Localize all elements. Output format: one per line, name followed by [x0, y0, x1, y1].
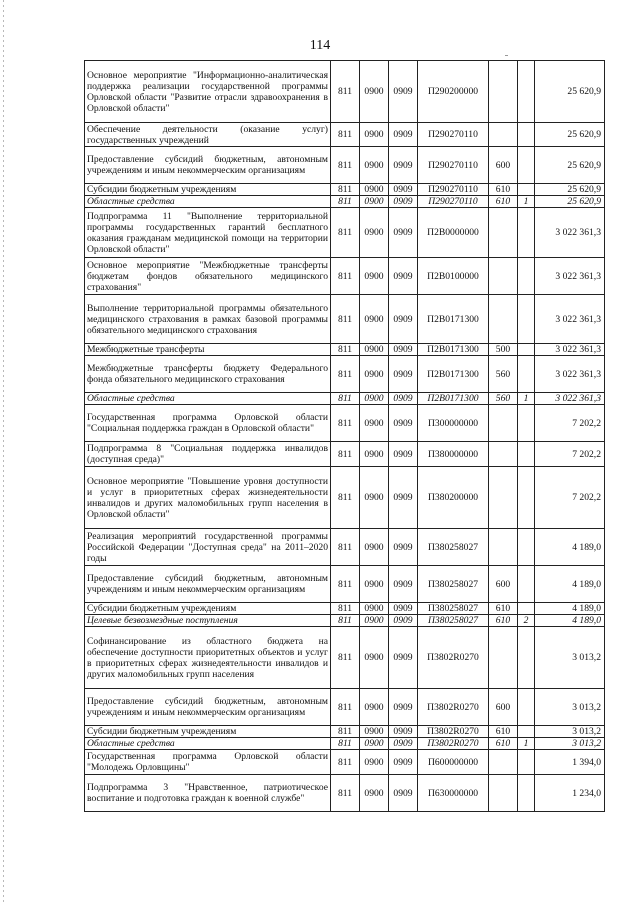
- target-article-code: П290270110: [418, 123, 489, 147]
- expense-type-code: 610: [489, 615, 518, 627]
- funding-source-code: [518, 467, 535, 529]
- subsection-code: 0909: [389, 208, 418, 258]
- target-article-code: П630000000: [418, 775, 489, 812]
- expense-type-code: [489, 405, 518, 442]
- funding-source-code: 2: [518, 615, 535, 627]
- ministry-code: 811: [331, 344, 360, 356]
- section-code: 0900: [360, 344, 389, 356]
- ministry-code: 811: [331, 750, 360, 775]
- table-row: [85, 529, 605, 566]
- table-row: [85, 196, 605, 208]
- row-description: Целевые безвозмездные поступления: [85, 615, 331, 627]
- section-code: 0900: [360, 775, 389, 812]
- expense-type-code: [489, 61, 518, 123]
- row-description: Областные средства: [85, 738, 331, 750]
- target-article-code: П290270110: [418, 184, 489, 196]
- row-description: Основное мероприятие "Межбюджетные трансферты бюджетам фондов обязательного медицинского страхования": [85, 258, 331, 295]
- table-row: [85, 615, 605, 627]
- amount: 3 013,2: [535, 627, 605, 689]
- expense-type-code: [489, 750, 518, 775]
- table-row: [85, 750, 605, 775]
- target-article-code: П380000000: [418, 442, 489, 467]
- ministry-code: 811: [331, 529, 360, 566]
- amount: 3 022 361,3: [535, 295, 605, 344]
- section-code: 0900: [360, 627, 389, 689]
- row-description: Областные средства: [85, 196, 331, 208]
- budget-table-body: [85, 61, 605, 812]
- table-row: [85, 208, 605, 258]
- section-code: 0900: [360, 750, 389, 775]
- section-code: 0900: [360, 123, 389, 147]
- ministry-code: 811: [331, 775, 360, 812]
- subsection-code: 0909: [389, 61, 418, 123]
- subsection-code: 0909: [389, 750, 418, 775]
- table-row: [85, 603, 605, 615]
- amount: 3 022 361,3: [535, 208, 605, 258]
- row-description: Подпрограмма 3 "Нравственное, патриотическое воспитание и подготовка граждан к военной службе": [85, 775, 331, 812]
- funding-source-code: [518, 750, 535, 775]
- target-article-code: П380258027: [418, 603, 489, 615]
- expense-type-code: [489, 627, 518, 689]
- section-code: 0900: [360, 295, 389, 344]
- expense-type-code: [489, 295, 518, 344]
- funding-source-code: [518, 442, 535, 467]
- target-article-code: П2В0171300: [418, 393, 489, 405]
- ministry-code: 811: [331, 208, 360, 258]
- subsection-code: 0909: [389, 147, 418, 184]
- table-row: [85, 689, 605, 726]
- subsection-code: 0909: [389, 566, 418, 603]
- funding-source-code: [518, 689, 535, 726]
- ministry-code: 811: [331, 615, 360, 627]
- ministry-code: 811: [331, 467, 360, 529]
- row-description: Предоставление субсидий бюджетным, автономным учреждениям и иным некоммерческим организациям: [85, 147, 331, 184]
- funding-source-code: [518, 627, 535, 689]
- row-description: Софинансирование из областного бюджета на обеспечение доступности приоритетных объектов и услуг в приоритетных сферах жизнедеятельности инвалидов и других маломобильных групп населения: [85, 627, 331, 689]
- target-article-code: П3802R0270: [418, 738, 489, 750]
- funding-source-code: [518, 295, 535, 344]
- funding-source-code: [518, 356, 535, 393]
- target-article-code: П380258027: [418, 566, 489, 603]
- row-description: Основное мероприятие "Повышение уровня доступности и услуг в приоритетных сферах жизнедеятельности инвалидов и других маломобильных групп населения в Орловской области": [85, 467, 331, 529]
- target-article-code: П2В0171300: [418, 356, 489, 393]
- subsection-code: 0909: [389, 726, 418, 738]
- expense-type-code: 600: [489, 566, 518, 603]
- funding-source-code: [518, 529, 535, 566]
- table-row: [85, 344, 605, 356]
- expense-type-code: 560: [489, 356, 518, 393]
- expense-type-code: [489, 208, 518, 258]
- ministry-code: 811: [331, 566, 360, 603]
- section-code: 0900: [360, 258, 389, 295]
- row-description: Реализация мероприятий государственной программы Российской Федерации "Доступная среда" на 2011–2020 годы: [85, 529, 331, 566]
- target-article-code: П380258027: [418, 529, 489, 566]
- section-code: 0900: [360, 566, 389, 603]
- funding-source-code: [518, 344, 535, 356]
- section-code: 0900: [360, 442, 389, 467]
- subsection-code: 0909: [389, 529, 418, 566]
- ministry-code: 811: [331, 603, 360, 615]
- expense-type-code: 560: [489, 393, 518, 405]
- section-code: 0900: [360, 615, 389, 627]
- subsection-code: 0909: [389, 196, 418, 208]
- row-description: Субсидии бюджетным учреждениям: [85, 603, 331, 615]
- ministry-code: 811: [331, 61, 360, 123]
- scan-speck: [505, 55, 508, 56]
- table-row: [85, 442, 605, 467]
- amount: 25 620,9: [535, 184, 605, 196]
- funding-source-code: 1: [518, 196, 535, 208]
- row-description: Субсидии бюджетным учреждениям: [85, 726, 331, 738]
- target-article-code: П3802R0270: [418, 689, 489, 726]
- expense-type-code: 610: [489, 738, 518, 750]
- amount: 3 013,2: [535, 689, 605, 726]
- ministry-code: 811: [331, 405, 360, 442]
- amount: 7 202,2: [535, 442, 605, 467]
- subsection-code: 0909: [389, 405, 418, 442]
- table-row: [85, 393, 605, 405]
- target-article-code: П380200000: [418, 467, 489, 529]
- row-description: Областные средства: [85, 393, 331, 405]
- section-code: 0900: [360, 529, 389, 566]
- amount: 25 620,9: [535, 123, 605, 147]
- ministry-code: 811: [331, 123, 360, 147]
- expense-type-code: 610: [489, 726, 518, 738]
- target-article-code: П290200000: [418, 61, 489, 123]
- funding-source-code: [518, 775, 535, 812]
- funding-source-code: [518, 258, 535, 295]
- table-row: [85, 738, 605, 750]
- section-code: 0900: [360, 726, 389, 738]
- section-code: 0900: [360, 61, 389, 123]
- funding-source-code: 1: [518, 738, 535, 750]
- row-description: Подпрограмма 8 "Социальная поддержка инвалидов (доступная среда)": [85, 442, 331, 467]
- expense-type-code: [489, 442, 518, 467]
- target-article-code: П380258027: [418, 615, 489, 627]
- section-code: 0900: [360, 147, 389, 184]
- target-article-code: П2В0171300: [418, 344, 489, 356]
- section-code: 0900: [360, 184, 389, 196]
- section-code: 0900: [360, 467, 389, 529]
- row-description: Субсидии бюджетным учреждениям: [85, 184, 331, 196]
- subsection-code: 0909: [389, 627, 418, 689]
- subsection-code: 0909: [389, 775, 418, 812]
- expense-type-code: 610: [489, 184, 518, 196]
- amount: 4 189,0: [535, 529, 605, 566]
- subsection-code: 0909: [389, 258, 418, 295]
- ministry-code: 811: [331, 356, 360, 393]
- expense-type-code: 610: [489, 196, 518, 208]
- subsection-code: 0909: [389, 184, 418, 196]
- funding-source-code: [518, 184, 535, 196]
- row-description: Выполнение территориальной программы обязательного медицинского страхования в рамках базовой программы обязательного медицинского страхования: [85, 295, 331, 344]
- subsection-code: 0909: [389, 295, 418, 344]
- row-description: Государственная программа Орловской области "Социальная поддержка граждан в Орловской области": [85, 405, 331, 442]
- ministry-code: 811: [331, 393, 360, 405]
- subsection-code: 0909: [389, 603, 418, 615]
- subsection-code: 0909: [389, 738, 418, 750]
- expense-type-code: 600: [489, 689, 518, 726]
- expense-type-code: 600: [489, 147, 518, 184]
- subsection-code: 0909: [389, 344, 418, 356]
- subsection-code: 0909: [389, 442, 418, 467]
- budget-table: [84, 60, 605, 812]
- ministry-code: 811: [331, 196, 360, 208]
- table-row: [85, 566, 605, 603]
- subsection-code: 0909: [389, 689, 418, 726]
- table-row: [85, 295, 605, 344]
- ministry-code: 811: [331, 738, 360, 750]
- table-row: [85, 258, 605, 295]
- table-row: [85, 356, 605, 393]
- amount: 1 394,0: [535, 750, 605, 775]
- amount: 3 013,2: [535, 726, 605, 738]
- expense-type-code: [489, 529, 518, 566]
- target-article-code: П2В0000000: [418, 208, 489, 258]
- amount: 3 022 361,3: [535, 356, 605, 393]
- ministry-code: 811: [331, 442, 360, 467]
- table-row: [85, 123, 605, 147]
- target-article-code: П3802R0270: [418, 726, 489, 738]
- target-article-code: П300000000: [418, 405, 489, 442]
- funding-source-code: [518, 61, 535, 123]
- target-article-code: П3802R0270: [418, 627, 489, 689]
- subsection-code: 0909: [389, 615, 418, 627]
- row-description: Предоставление субсидий бюджетным, автономным учреждениям и иным некоммерческим организациям: [85, 689, 331, 726]
- row-description: Государственная программа Орловской области "Молодежь Орловщины": [85, 750, 331, 775]
- table-row: [85, 184, 605, 196]
- expense-type-code: 500: [489, 344, 518, 356]
- target-article-code: П290270110: [418, 147, 489, 184]
- expense-type-code: [489, 258, 518, 295]
- amount: 1 234,0: [535, 775, 605, 812]
- funding-source-code: 1: [518, 393, 535, 405]
- section-code: 0900: [360, 196, 389, 208]
- funding-source-code: [518, 566, 535, 603]
- funding-source-code: [518, 603, 535, 615]
- funding-source-code: [518, 726, 535, 738]
- amount: 4 189,0: [535, 603, 605, 615]
- row-description: Предоставление субсидий бюджетным, автономным учреждениям и иным некоммерческим организациям: [85, 566, 331, 603]
- subsection-code: 0909: [389, 393, 418, 405]
- funding-source-code: [518, 123, 535, 147]
- amount: 7 202,2: [535, 467, 605, 529]
- section-code: 0900: [360, 738, 389, 750]
- table-row: [85, 61, 605, 123]
- table-row: [85, 775, 605, 812]
- table-row: [85, 726, 605, 738]
- amount: 7 202,2: [535, 405, 605, 442]
- ministry-code: 811: [331, 295, 360, 344]
- row-description: Обеспечение деятельности (оказание услуг) государственных учреждений: [85, 123, 331, 147]
- subsection-code: 0909: [389, 467, 418, 529]
- ministry-code: 811: [331, 184, 360, 196]
- funding-source-code: [518, 208, 535, 258]
- funding-source-code: [518, 405, 535, 442]
- amount: 25 620,9: [535, 147, 605, 184]
- amount: 3 022 361,3: [535, 258, 605, 295]
- row-description: Основное мероприятие "Информационно-аналитическая поддержка реализации государственной программы Орловской области "Развитие отрасли здравоохранения в Орловской области": [85, 61, 331, 123]
- ministry-code: 811: [331, 726, 360, 738]
- row-description: Подпрограмма 11 "Выполнение территориальной программы государственных гарантий бесплатного оказания гражданам медицинской помощи на территории Орловской области": [85, 208, 331, 258]
- row-description: Межбюджетные трансферты: [85, 344, 331, 356]
- table-row: [85, 627, 605, 689]
- table-row: [85, 467, 605, 529]
- section-code: 0900: [360, 393, 389, 405]
- section-code: 0900: [360, 689, 389, 726]
- scan-edge-marks: [3, 0, 4, 905]
- target-article-code: П600000000: [418, 750, 489, 775]
- table-row: [85, 147, 605, 184]
- target-article-code: П290270110: [418, 196, 489, 208]
- target-article-code: П2В0171300: [418, 295, 489, 344]
- amount: 3 022 361,3: [535, 344, 605, 356]
- amount: 4 189,0: [535, 615, 605, 627]
- target-article-code: П2В0100000: [418, 258, 489, 295]
- expense-type-code: [489, 123, 518, 147]
- section-code: 0900: [360, 208, 389, 258]
- section-code: 0900: [360, 603, 389, 615]
- subsection-code: 0909: [389, 123, 418, 147]
- expense-type-code: 610: [489, 603, 518, 615]
- page-number: 114: [309, 38, 331, 53]
- amount: 4 189,0: [535, 566, 605, 603]
- amount: 25 620,9: [535, 196, 605, 208]
- amount: 3 013,2: [535, 738, 605, 750]
- amount: 3 022 361,3: [535, 393, 605, 405]
- ministry-code: 811: [331, 689, 360, 726]
- expense-type-code: [489, 467, 518, 529]
- ministry-code: 811: [331, 147, 360, 184]
- section-code: 0900: [360, 356, 389, 393]
- row-description: Межбюджетные трансферты бюджету Федерального фонда обязательного медицинского страхования: [85, 356, 331, 393]
- ministry-code: 811: [331, 258, 360, 295]
- amount: 25 620,9: [535, 61, 605, 123]
- table-row: [85, 405, 605, 442]
- subsection-code: 0909: [389, 356, 418, 393]
- funding-source-code: [518, 147, 535, 184]
- section-code: 0900: [360, 405, 389, 442]
- expense-type-code: [489, 775, 518, 812]
- ministry-code: 811: [331, 627, 360, 689]
